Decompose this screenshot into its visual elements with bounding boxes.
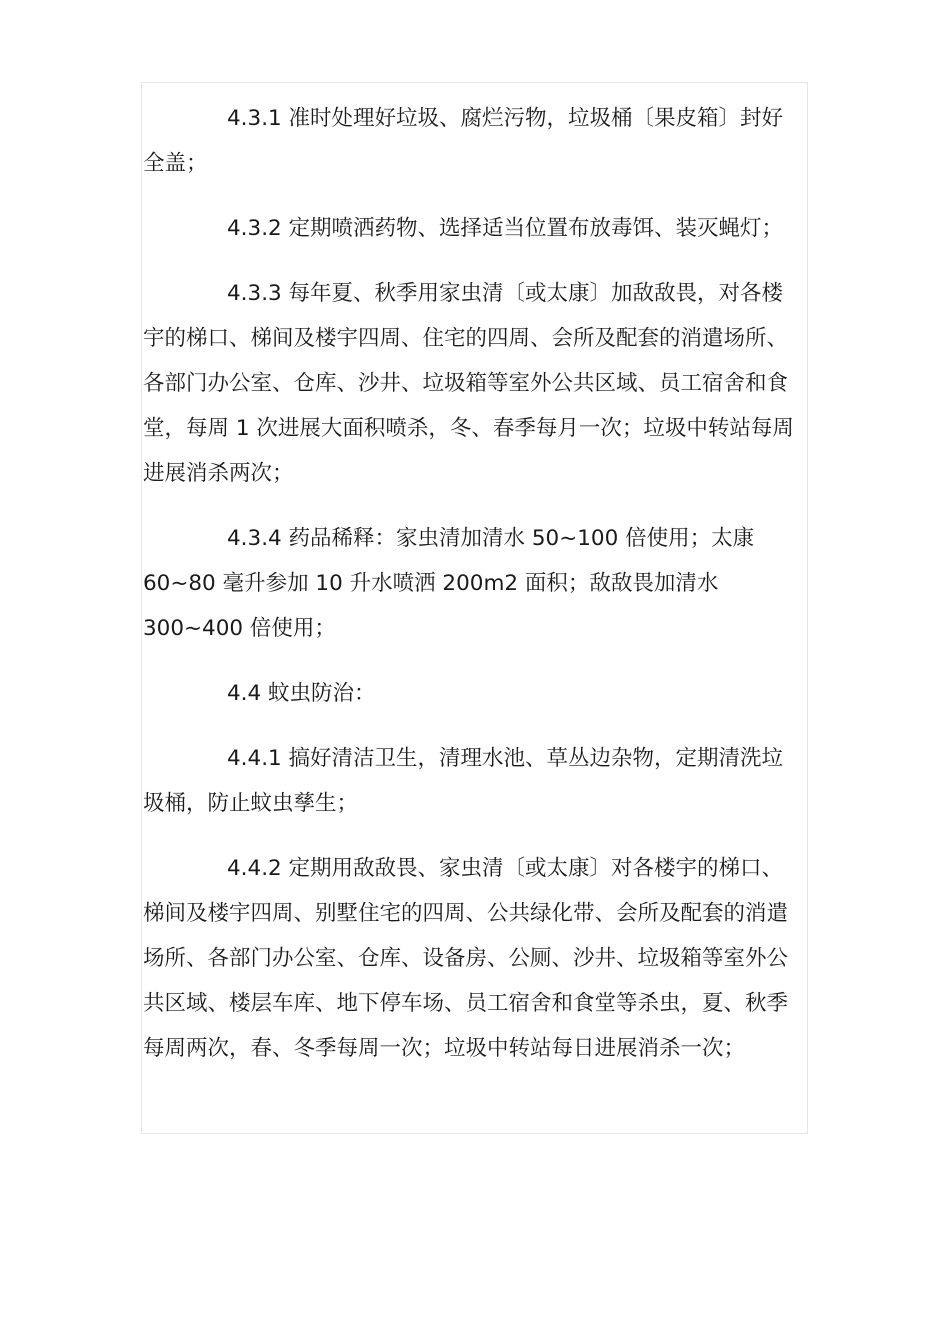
paragraph-line: 共区域、楼层车库、地下停车场、员工宿舍和食堂等杀虫，夏、秋季 xyxy=(143,991,789,1016)
paragraph-4-3-4 xyxy=(143,516,815,651)
paragraph-line: 每周两次，春、冬季每周一次；垃圾中转站每日进展消杀一次； xyxy=(143,1036,746,1061)
paragraph-line: 各部门办公室、仓库、沙井、垃圾箱等室外公共区域、员工宿舍和食 xyxy=(143,371,789,396)
paragraph-4-4-1 xyxy=(143,736,815,826)
paragraph-line: 场所、各部门办公室、仓库、设备房、公厕、沙井、垃圾箱等室外公 xyxy=(143,946,789,971)
paragraph-line: 全盖； xyxy=(143,151,208,176)
paragraph-line: 60~80 毫升参加 10 升水喷洒 200m2 面积；敌敌畏加清水 xyxy=(143,571,719,596)
document-body xyxy=(143,96,815,1091)
paragraph-line: 4.3.4 药品稀释：家虫清加清水 50~100 倍使用；太康 xyxy=(227,526,755,551)
paragraph-line: 4.3.1 准时处理好垃圾、腐烂污物，垃圾桶〔果皮箱〕封好 xyxy=(227,106,784,131)
paragraph-4-4 xyxy=(143,671,815,716)
paragraph-4-3-1 xyxy=(143,96,815,186)
paragraph-4-3-3 xyxy=(143,271,815,496)
paragraph-line: 4.3.2 定期喷洒药物、选择适当位置布放毒饵、装灭蝇灯； xyxy=(227,216,784,241)
section-heading: 4.4 蚊虫防治： xyxy=(227,681,376,706)
paragraph-line: 宇的梯口、梯间及楼宇四周、住宅的四周、会所及配套的消遣场所、 xyxy=(143,326,789,351)
paragraph-line: 进展消杀两次； xyxy=(143,461,294,486)
paragraph-line: 梯间及楼宇四周、别墅住宅的四周、公共绿化带、会所及配套的消遣 xyxy=(143,901,789,926)
paragraph-4-4-2 xyxy=(143,846,815,1071)
paragraph-line: 圾桶，防止蚊虫孳生； xyxy=(143,791,359,816)
paragraph-line: 4.4.2 定期用敌敌畏、家虫清〔或太康〕对各楼宇的梯口、 xyxy=(227,856,784,881)
paragraph-line: 4.4.1 搞好清洁卫生，清理水池、草丛边杂物，定期清洗垃 xyxy=(227,746,784,771)
paragraph-line: 堂，每周 1 次进展大面积喷杀，冬、春季每月一次；垃圾中转站每周 xyxy=(143,416,794,441)
paragraph-line: 4.3.3 每年夏、秋季用家虫清〔或太康〕加敌敌畏，对各楼 xyxy=(227,281,784,306)
paragraph-4-3-2 xyxy=(143,206,815,251)
paragraph-line: 300~400 倍使用； xyxy=(143,616,336,641)
